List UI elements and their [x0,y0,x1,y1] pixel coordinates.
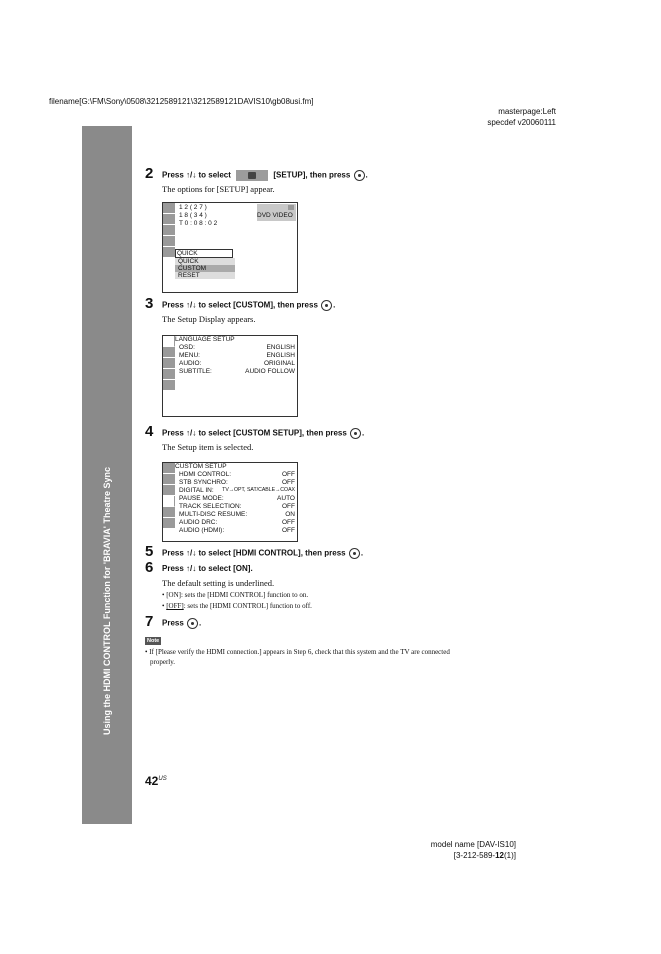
screen2-row-label: AUDIO: [179,360,202,367]
step-3-heading-text: Press ↑/↓ to select [CUSTOM], then press [162,300,318,310]
screen3-row-value: OFF [282,471,295,478]
enter-button-icon [354,170,365,181]
screen3-row-label: TRACK SELECTION: [179,503,242,510]
screen3-row-label: AUDIO (HDMI): [179,527,225,534]
step-4-heading-text: Press ↑/↓ to select [CUSTOM SETUP], then press [162,428,347,438]
screen1-option-reset[interactable]: RESET [178,272,200,279]
specdef-label: specdef v20060111 [487,118,556,127]
sidebar-title: Using the HDMI CONTROL Function for 'BRAVIA' Theatre Sync [102,467,112,735]
screen3-row-label: DIGITAL IN: [179,487,214,494]
screen3-row-value: ON [285,511,295,518]
step-6-bullet-off [162,601,312,611]
screen2-row-value: ENGLISH [266,344,295,351]
part-code-bold: 12 [495,851,504,860]
step-2-heading-post: [SETUP], then press [273,170,351,180]
screen1-option-custom[interactable]: CUSTOM [178,265,207,272]
step-5-heading-text: Press ↑/↓ to select [HDMI CONTROL], then press [162,548,346,558]
setup-screen-quick [162,202,298,293]
step-2-heading-pre: Press ↑/↓ to select [162,170,231,180]
screen1-icon-column [163,203,175,258]
step-7-number: 7 [145,613,154,630]
screen3-row-label: PAUSE MODE: [179,495,224,502]
screen3-row-label: HDMI CONTROL: [179,471,231,478]
step-4-heading: Press ↑/↓ to select [CUSTOM SETUP], then press . [162,428,365,438]
enter-button-icon [321,300,332,311]
language-setup-screen [162,335,298,417]
step-5-heading: Press ↑/↓ to select [HDMI CONTROL], then press . [162,548,364,558]
screen2-row-value: ENGLISH [266,352,295,359]
screen1-badge: DVD VIDEO [257,212,293,219]
note-badge: Note [147,638,160,644]
setup-toolbox-icon [236,170,268,181]
model-name: model name [DAV-IS10] [430,840,516,849]
screen1-status-box [257,204,296,221]
screen2-row-label: SUBTITLE: [179,368,212,375]
step-2-heading: Press ↑/↓ to select [SETUP], then press . [162,170,368,180]
screen2-row-label: OSD: [179,344,195,351]
screen3-row-label: MULTI-DISC RESUME: [179,511,248,518]
filename-header: filename[G:\FM\Sony\0508\3212589121\3212589121DAVIS10\gb08usi.fm] [49,97,314,106]
part-code-post: (1)] [504,851,516,860]
screen1-selected-box [175,249,233,258]
step-3-body: The Setup Display appears. [162,314,256,324]
section-sidebar [82,126,132,824]
step-3-heading: Press ↑/↓ to select [CUSTOM], then press . [162,300,336,310]
step-2-body: The options for [SETUP] appear. [162,184,275,194]
enter-button-icon [187,618,198,629]
bullet-off-text: : sets the [HDMI CONTROL] function to off. [183,602,312,610]
step-6-number: 6 [145,559,154,576]
screen3-title: CUSTOM SETUP [175,463,227,470]
note-line-2: properly. [150,658,176,666]
screen2-title: LANGUAGE SETUP [175,336,235,343]
screen2-icon-column [163,336,175,391]
screen3-row-value: OFF [282,527,295,534]
step-7-heading: Press . [162,618,202,628]
page-number-suffix: US [158,776,167,782]
enter-button-icon [350,428,361,439]
screen1-selected-value: QUICK [177,250,198,257]
step-4-body: The Setup item is selected. [162,442,254,452]
screen2-row-label: MENU: [179,352,200,359]
part-code-pre: [3-212-589- [453,851,496,860]
screen3-row-value: OFF [282,503,295,510]
screen3-row-value: AUTO [277,495,295,502]
step-2-number: 2 [145,165,154,182]
screen3-row-value: OFF [282,519,295,526]
screen3-row-label: STB SYNCHRO: [179,479,228,486]
screen1-option-quick[interactable]: QUICK [178,258,199,265]
bullet-mark: • [162,602,167,610]
step-6-bullet-on: • [ON]: sets the [HDMI CONTROL] function to on. [162,591,309,599]
screen1-line3: T 0 : 0 8 : 0 2 [179,220,218,227]
screen3-icon-column [163,463,175,529]
part-code [454,851,516,861]
step-6-heading: Press ↑/↓ to select [ON]. [162,564,253,573]
page-number-value: 42 [145,774,159,788]
step-5-number: 5 [145,543,154,560]
screen2-row-value: AUDIO FOLLOW [245,368,295,375]
page-number [145,774,167,788]
step-7-heading-text: Press [162,618,184,628]
custom-setup-screen [162,462,298,542]
screen1-line2: 1 8 ( 3 4 ) [179,212,207,219]
screen3-row-value: TV→OPT, SAT/CABLE→COAX [222,487,295,493]
screen1-line1: 1 2 ( 2 7 ) [179,204,207,211]
screen3-row-value: OFF [282,479,295,486]
underlined-default: [OFF] [166,602,184,610]
masterpage-label: masterpage:Left [498,107,556,116]
note-line-1: • If [Please verify the HDMI connection.] appears in Step 6, check that this system and the TV are connected [145,648,450,656]
step-3-number: 3 [145,295,154,312]
screen1-status-icon [288,205,294,210]
screen3-row-label: AUDIO DRC: [179,519,218,526]
step-6-body: The default setting is underlined. [162,578,275,588]
screen2-row-value: ORIGINAL [263,360,295,367]
enter-button-icon [349,548,360,559]
step-4-number: 4 [145,423,154,440]
screen1-dropdown [175,258,235,279]
